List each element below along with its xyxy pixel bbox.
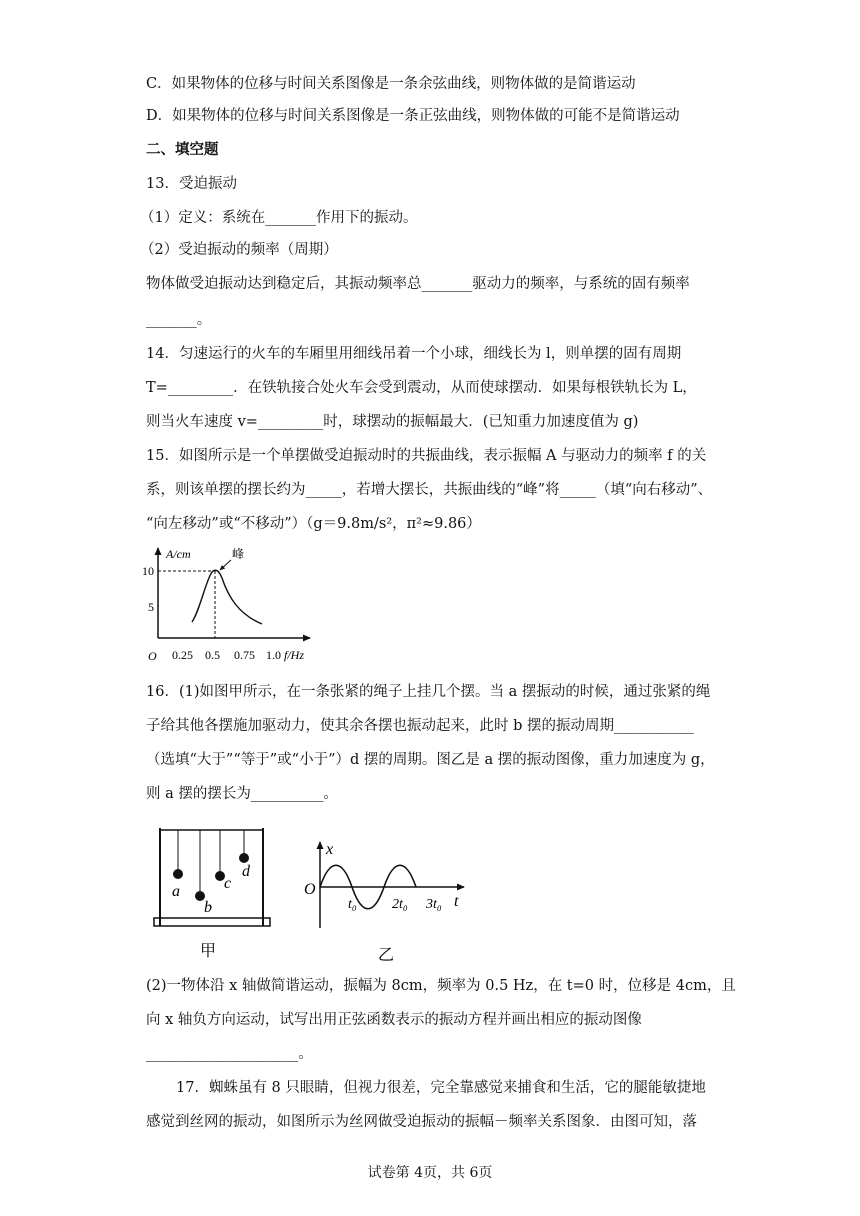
q13-part2: （2）受迫振动的频率（周期） (140, 242, 338, 258)
option-c: C．如果物体的位移与时间关系图像是一条余弦曲线，则物体做的是简谐运动 (146, 76, 636, 92)
pendulums-figure (150, 822, 280, 962)
q16-line3: （选填“大于”“等于”或“小于”）d 摆的周期。图乙是 a 摆的振动图像，重力加速度为 g， (146, 752, 715, 768)
xtick-0.5: 0.5 (205, 648, 220, 662)
q16-line1: 16．(1)如图甲所示，在一条张紧的绳子上挂几个摆。当 a 摆振动的时候，通过张紧的绳 (146, 684, 711, 700)
xtick-0.75: 0.75 (234, 648, 255, 662)
x-axis-label: f/Hz (284, 648, 305, 662)
ytick-10: 10 (142, 564, 154, 578)
section-heading: 二、填空题 (146, 141, 219, 158)
caption-jia: 甲 (200, 943, 217, 960)
q16-line5: (2)一物体沿 x 轴做简谐运动，振幅为 8cm，频率为 0.5 Hz，在 t=0 时，位移是 4cm，且 (146, 978, 736, 994)
xtick-3t0: 3t₀ (426, 897, 442, 912)
q14-line1: 14．匀速运行的火车的车厢里用细线吊着一个小球，细线长为 l，则单摆的固有周期 (146, 346, 682, 362)
xtick-1.0: 1.0 (266, 648, 281, 662)
resonance-curve-figure (140, 540, 320, 668)
pendulum-d-bob (239, 853, 249, 863)
peak-label: 峰 (232, 547, 245, 561)
ytick-5: 5 (148, 600, 154, 614)
q14-line3: 则当火车速度 v=_________时，球摆动的振幅最大．(已知重力加速度值为 g) (146, 414, 639, 430)
pendulum-base (154, 918, 270, 926)
q15-line1: 15．如图所示是一个单摆做受迫振动时的共振曲线，表示振幅 A 与驱动力的频率 f 的关 (146, 448, 707, 464)
origin-label: O (148, 649, 157, 663)
xtick-0.25: 0.25 (172, 648, 193, 662)
label-c: c (224, 875, 232, 892)
q16-line2: 子给其他各摆施加驱动力，使其余各摆也振动起来，此时 b 摆的振动周期___________ (146, 718, 694, 734)
q14-line2: T=_________．在铁轨接合处火车会受到震动，从而使球摆动．如果每根铁轨长为 L， (146, 380, 697, 396)
origin-label: O (304, 881, 316, 898)
label-d: d (242, 863, 250, 880)
x-axis-label: x (326, 841, 334, 858)
q13-part1: （1）定义：系统在_______作用下的振动。 (140, 210, 418, 226)
label-b: b (204, 899, 212, 916)
y-axis-label: A/cm (166, 547, 191, 561)
caption-yi: 乙 (378, 947, 395, 964)
q16-line6: 向 x 轴负方向运动，试写出用正弦函数表示的振动方程并画出相应的振动图像 (146, 1012, 642, 1028)
q16-line7: _____________________。 (146, 1046, 313, 1062)
option-d: D．如果物体的位移与时间关系图像是一条正弦曲线，则物体做的可能不是简谐运动 (146, 108, 680, 124)
t-axis-label: t (454, 893, 459, 910)
xtick-t0: t₀ (348, 897, 357, 912)
q15-line3: “向左移动”或“不移动”）（g＝9.8m/s²，π²≈9.86） (146, 516, 481, 532)
q13-line3: 物体做受迫振动达到稳定后，其振动频率总_______驱动力的频率，与系统的固有频率 (146, 276, 690, 292)
page-footer: 试卷第 4页，共 6页 (367, 1165, 493, 1181)
q13-title: 13．受迫振动 (146, 176, 237, 192)
q17-line1: 17．蜘蛛虽有 8 只眼睛，但视力很差，完全靠感觉来捕食和生活，它的腿能敏捷地 (176, 1080, 706, 1096)
q16-line4: 则 a 摆的摆长为__________。 (146, 786, 338, 802)
vibration-graph-figure (296, 836, 476, 966)
xtick-2t0: 2t₀ (392, 897, 408, 912)
pendulum-a-bob (173, 869, 183, 879)
q13-line4: _______。 (146, 312, 212, 328)
q17-line2: 感觉到丝网的振动，如图所示为丝网做受迫振动的振幅－频率关系图象．由图可知，落 (146, 1114, 697, 1130)
q15-line2: 系，则该单摆的摆长约为_____，若增大摆长，共振曲线的“峰”将_____（填“向右移动”、 (146, 482, 713, 498)
label-a: a (172, 883, 180, 900)
resonance-curve (192, 570, 262, 624)
